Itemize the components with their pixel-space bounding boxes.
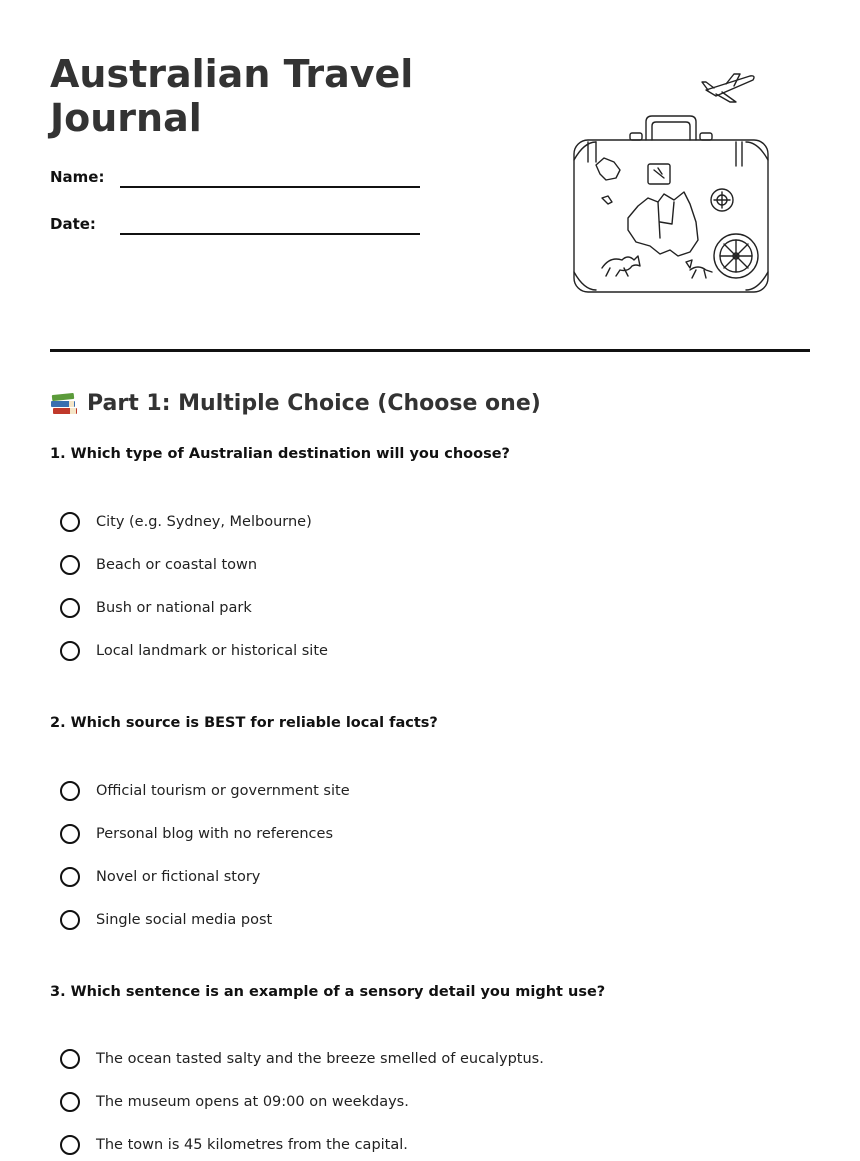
option-label: The ocean tasted salty and the breeze smelled of eucalyptus. bbox=[96, 1051, 544, 1067]
option-label: Beach or coastal town bbox=[96, 557, 258, 573]
date-field[interactable] bbox=[50, 209, 420, 239]
option-label: Bush or national park bbox=[96, 600, 252, 616]
question-1: 1. Which type of Australian destination will you choose? bbox=[50, 446, 510, 462]
radio-button[interactable] bbox=[60, 781, 80, 801]
question-3: 3. Which sentence is an example of a sensory detail you might use? bbox=[50, 984, 606, 1000]
name-field[interactable] bbox=[50, 162, 420, 192]
q2-option-3[interactable] bbox=[60, 864, 260, 890]
q1-option-4[interactable] bbox=[60, 638, 328, 664]
option-label: Official tourism or government site bbox=[96, 783, 350, 799]
header-divider bbox=[50, 349, 810, 352]
radio-button[interactable] bbox=[60, 910, 80, 930]
radio-button[interactable] bbox=[60, 1135, 80, 1155]
q1-option-2[interactable] bbox=[60, 552, 257, 578]
radio-button[interactable] bbox=[60, 641, 80, 661]
q1-option-1[interactable] bbox=[60, 509, 312, 535]
page-title: Australian Travel Journal bbox=[50, 52, 414, 140]
radio-button[interactable] bbox=[60, 824, 80, 844]
option-label: Local landmark or historical site bbox=[96, 643, 328, 659]
option-label: Single social media post bbox=[96, 912, 273, 928]
option-label: Novel or fictional story bbox=[96, 869, 261, 885]
q1-option-3[interactable] bbox=[60, 595, 252, 621]
question-2: 2. Which source is BEST for reliable local facts? bbox=[50, 715, 438, 731]
option-label: City (e.g. Sydney, Melbourne) bbox=[96, 514, 312, 530]
books-icon bbox=[50, 391, 78, 417]
option-label: The town is 45 kilometres from the capital. bbox=[96, 1137, 408, 1153]
q2-option-4[interactable] bbox=[60, 907, 272, 933]
part1-title: Part 1: Multiple Choice (Choose one) bbox=[87, 391, 541, 416]
q3-option-1[interactable] bbox=[60, 1046, 544, 1072]
radio-button[interactable] bbox=[60, 555, 80, 575]
airplane-icon bbox=[702, 74, 754, 102]
name-label: Name: bbox=[50, 168, 105, 186]
q2-option-1[interactable] bbox=[60, 778, 350, 804]
date-line[interactable] bbox=[120, 233, 420, 235]
radio-button[interactable] bbox=[60, 1049, 80, 1069]
date-label: Date: bbox=[50, 215, 96, 233]
suitcase-illustration bbox=[566, 70, 776, 302]
q2-option-2[interactable] bbox=[60, 821, 333, 847]
radio-button[interactable] bbox=[60, 512, 80, 532]
radio-button[interactable] bbox=[60, 1092, 80, 1112]
option-label: The museum opens at 09:00 on weekdays. bbox=[96, 1094, 409, 1110]
radio-button[interactable] bbox=[60, 598, 80, 618]
q3-option-3[interactable] bbox=[60, 1132, 408, 1158]
part1-heading bbox=[50, 388, 541, 420]
radio-button[interactable] bbox=[60, 867, 80, 887]
option-label: Personal blog with no references bbox=[96, 826, 333, 842]
q3-option-2[interactable] bbox=[60, 1089, 409, 1115]
name-line[interactable] bbox=[120, 186, 420, 188]
